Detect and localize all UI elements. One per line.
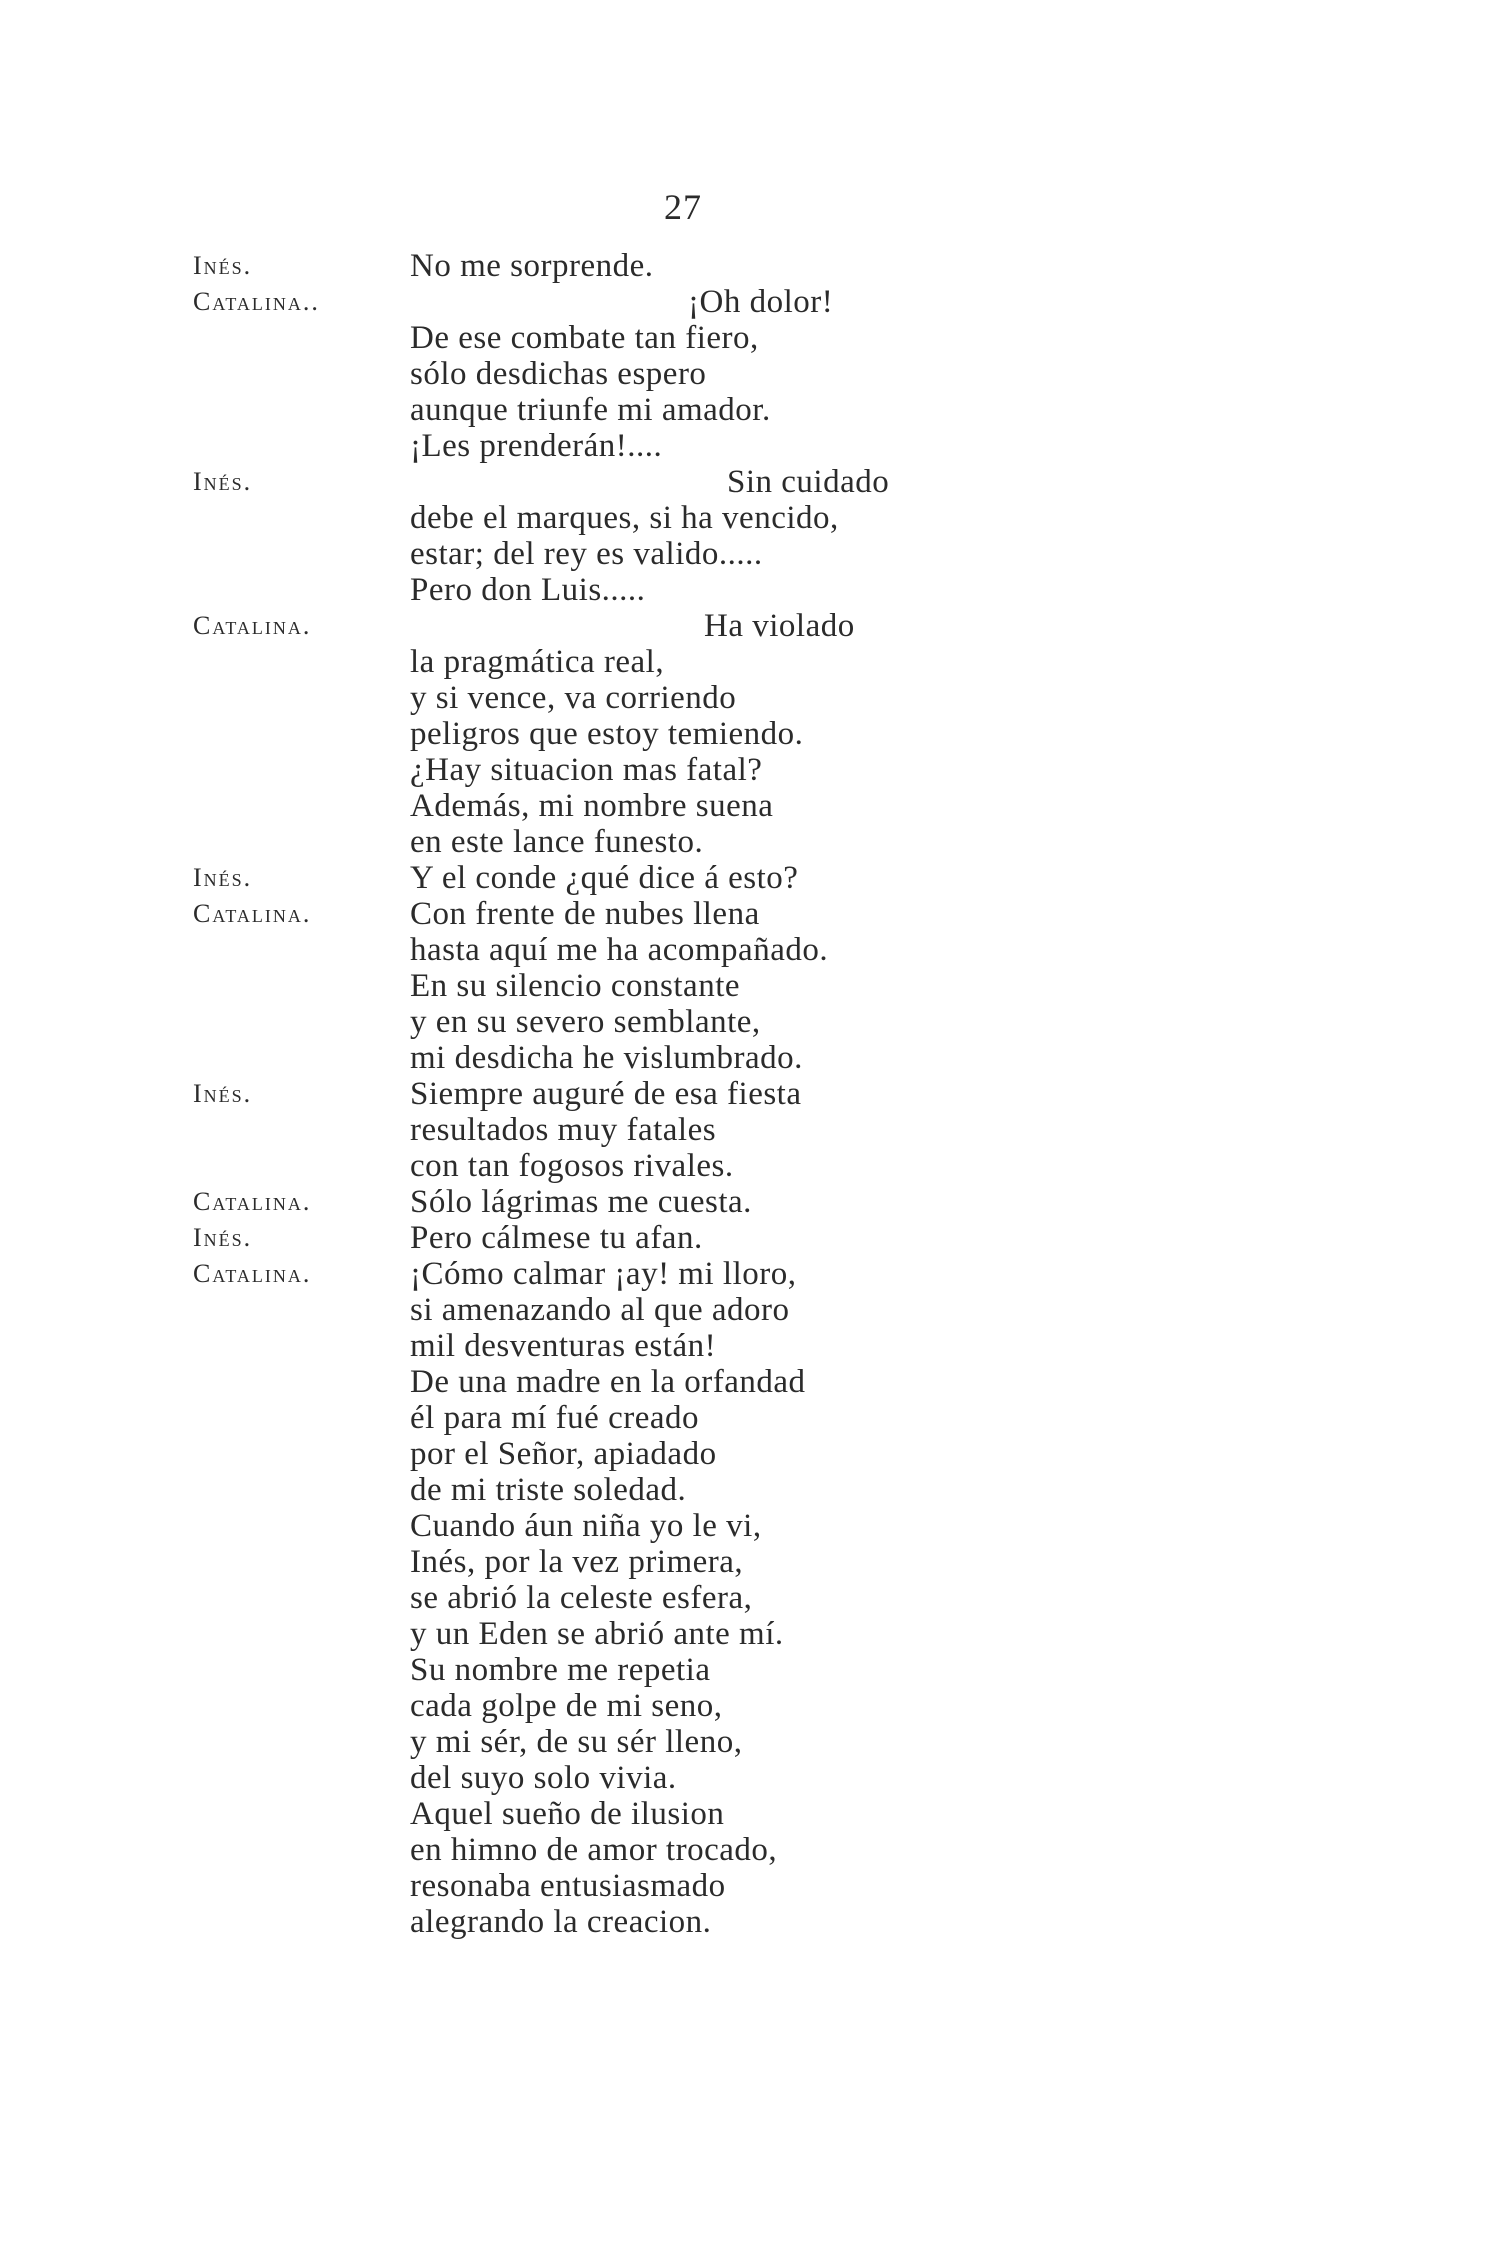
verse-text: Su nombre me repetia bbox=[410, 1652, 711, 1688]
verse-line bbox=[0, 1724, 1497, 1760]
verse-text: Pero cálmese tu afan. bbox=[410, 1220, 703, 1256]
verse-text: Cuando áun niña yo le vi, bbox=[410, 1508, 762, 1544]
verse-text: Aquel sueño de ilusion bbox=[410, 1796, 725, 1832]
verse-line bbox=[0, 572, 1497, 608]
verse-text: cada golpe de mi seno, bbox=[410, 1688, 723, 1724]
verse-text: debe el marques, si ha vencido, bbox=[410, 500, 839, 536]
verse-line bbox=[0, 1904, 1497, 1940]
verse-line bbox=[0, 896, 1497, 932]
verse-line bbox=[0, 1292, 1497, 1328]
verse-line bbox=[0, 536, 1497, 572]
verse-text: del suyo solo vivia. bbox=[410, 1760, 677, 1796]
verse-line bbox=[0, 1112, 1497, 1148]
verse-line bbox=[0, 248, 1497, 284]
verse-text: estar; del rey es valido..... bbox=[410, 536, 763, 572]
verse-text: mil desventuras están! bbox=[410, 1328, 717, 1364]
verse-line bbox=[0, 1220, 1497, 1256]
verse-text: Con frente de nubes llena bbox=[410, 896, 760, 932]
verse-line bbox=[0, 1796, 1497, 1832]
speaker-name: Inés. bbox=[193, 863, 253, 892]
verse-text: En su silencio constante bbox=[410, 968, 741, 1004]
verse-text: Siempre auguré de esa fiesta bbox=[410, 1076, 802, 1112]
verse-line bbox=[0, 1076, 1497, 1112]
verse-line bbox=[0, 464, 1497, 500]
verse-line bbox=[0, 392, 1497, 428]
verse-line bbox=[0, 1436, 1497, 1472]
verse-line bbox=[0, 1652, 1497, 1688]
verse-line bbox=[0, 1364, 1497, 1400]
verse-text: resonaba entusiasmado bbox=[410, 1868, 726, 1904]
verse-line bbox=[0, 1328, 1497, 1364]
verse-text: No me sorprende. bbox=[410, 248, 654, 284]
verse-line bbox=[0, 608, 1497, 644]
verse-text: Ha violado bbox=[704, 608, 855, 644]
verse-line bbox=[0, 1256, 1497, 1292]
verse-text: y un Eden se abrió ante mí. bbox=[410, 1616, 784, 1652]
verse-line bbox=[0, 1004, 1497, 1040]
verse-text: De ese combate tan fiero, bbox=[410, 320, 759, 356]
verse-text: Pero don Luis..... bbox=[410, 572, 646, 608]
verse-line bbox=[0, 1868, 1497, 1904]
verse-text: alegrando la creacion. bbox=[410, 1904, 712, 1940]
verse-line bbox=[0, 1508, 1497, 1544]
verse-line bbox=[0, 1616, 1497, 1652]
verse-line bbox=[0, 788, 1497, 824]
verse-line bbox=[0, 428, 1497, 464]
verse-line bbox=[0, 1544, 1497, 1580]
verse-line bbox=[0, 1580, 1497, 1616]
speaker-name: Catalina. bbox=[193, 899, 312, 928]
verse-line bbox=[0, 680, 1497, 716]
page-number: 27 bbox=[664, 187, 702, 227]
verse-text: y en su severo semblante, bbox=[410, 1004, 761, 1040]
verse-line bbox=[0, 284, 1497, 320]
verse-text: en himno de amor trocado, bbox=[410, 1832, 778, 1868]
verse-line bbox=[0, 1688, 1497, 1724]
verse-text: la pragmática real, bbox=[410, 644, 665, 680]
verse-text: él para mí fué creado bbox=[410, 1400, 700, 1436]
verse-text: y mi sér, de su sér lleno, bbox=[410, 1724, 743, 1760]
verse-line bbox=[0, 1472, 1497, 1508]
speaker-name: Catalina. bbox=[193, 1187, 312, 1216]
verse-line bbox=[0, 1184, 1497, 1220]
verse-line bbox=[0, 752, 1497, 788]
verse-line bbox=[0, 932, 1497, 968]
verse-text: resultados muy fatales bbox=[410, 1112, 717, 1148]
verse-text: se abrió la celeste esfera, bbox=[410, 1580, 753, 1616]
speaker-name: Inés. bbox=[193, 467, 253, 496]
verse-line bbox=[0, 968, 1497, 1004]
verse-text: con tan fogosos rivales. bbox=[410, 1148, 734, 1184]
verse-text: peligros que estoy temiendo. bbox=[410, 716, 804, 752]
verse-text: Inés, por la vez primera, bbox=[410, 1544, 744, 1580]
verse-text: sólo desdichas espero bbox=[410, 356, 707, 392]
verse-text: hasta aquí me ha acompañado. bbox=[410, 932, 829, 968]
verse-text: aunque triunfe mi amador. bbox=[410, 392, 771, 428]
verse-line bbox=[0, 1760, 1497, 1796]
verse-line bbox=[0, 356, 1497, 392]
verse-text: en este lance funesto. bbox=[410, 824, 704, 860]
verse-text: si amenazando al que adoro bbox=[410, 1292, 790, 1328]
verse-line bbox=[0, 1040, 1497, 1076]
verse-line bbox=[0, 500, 1497, 536]
verse-text: De una madre en la orfandad bbox=[410, 1364, 806, 1400]
verse-line bbox=[0, 1400, 1497, 1436]
verse-line bbox=[0, 320, 1497, 356]
verse-text: Además, mi nombre suena bbox=[410, 788, 774, 824]
verse-line bbox=[0, 644, 1497, 680]
verse-text: Sin cuidado bbox=[727, 464, 890, 500]
verse-block bbox=[0, 248, 1497, 1940]
speaker-name: Inés. bbox=[193, 251, 253, 280]
verse-text: ¡Les prenderán!.... bbox=[410, 428, 663, 464]
verse-line bbox=[0, 1832, 1497, 1868]
verse-text: ¿Hay situacion mas fatal? bbox=[410, 752, 763, 788]
speaker-name: Catalina. bbox=[193, 611, 312, 640]
verse-line bbox=[0, 824, 1497, 860]
verse-text: ¡Oh dolor! bbox=[688, 284, 834, 320]
verse-text: de mi triste soledad. bbox=[410, 1472, 687, 1508]
speaker-name: Inés. bbox=[193, 1223, 253, 1252]
verse-text: ¡Cómo calmar ¡ay! mi lloro, bbox=[410, 1256, 797, 1292]
verse-text: Y el conde ¿qué dice á esto? bbox=[410, 860, 799, 896]
speaker-name: Catalina. bbox=[193, 1259, 312, 1288]
verse-line bbox=[0, 860, 1497, 896]
speaker-name: Catalina.. bbox=[193, 287, 320, 316]
verse-text: y si vence, va corriendo bbox=[410, 680, 737, 716]
verse-line bbox=[0, 716, 1497, 752]
verse-text: por el Señor, apiadado bbox=[410, 1436, 717, 1472]
verse-text: Sólo lágrimas me cuesta. bbox=[410, 1184, 752, 1220]
speaker-name: Inés. bbox=[193, 1079, 253, 1108]
verse-line bbox=[0, 1148, 1497, 1184]
verse-text: mi desdicha he vislumbrado. bbox=[410, 1040, 803, 1076]
